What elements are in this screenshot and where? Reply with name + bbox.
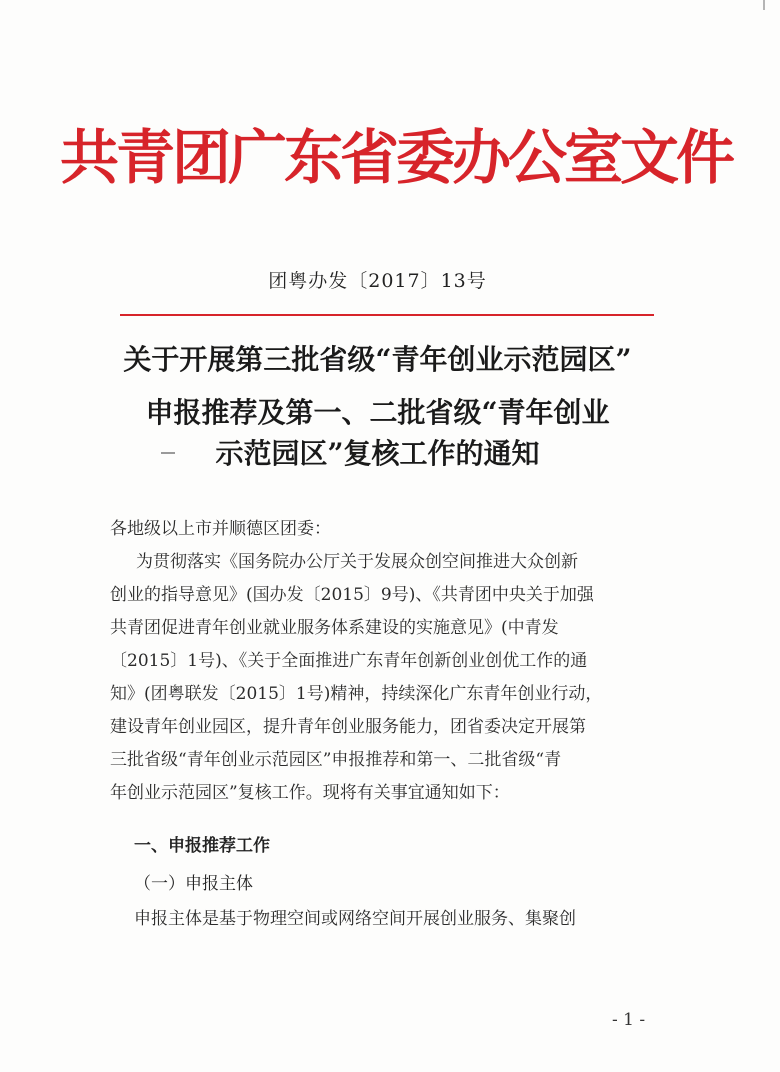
notice-title-line-3: 示范园区”复核工作的通知 (215, 437, 540, 470)
salutation: 各地级以上市并顺德区团委： (110, 519, 331, 539)
red-divider-rule (120, 314, 654, 316)
scan-speck (161, 452, 175, 454)
sub-heading: （一）申报主体 (134, 874, 253, 894)
masthead-title: 共青团广东省委办公室文件 (60, 123, 733, 192)
body-continuation-line: 申报主体是基于物理空间或网络空间开展创业服务、集聚创 (134, 909, 576, 929)
notice-title-line-1: 关于开展第三批省级“青年创业示范园区” (123, 343, 632, 376)
paragraph-line: 建设青年创业园区，提升青年创业服务能力，团省委决定开展第 (110, 717, 586, 737)
scan-edge-mark (763, 0, 765, 10)
paragraph-line: 年创业示范园区”复核工作。现将有关事宜通知如下： (110, 783, 510, 803)
page-number: - 1 - (612, 1010, 646, 1030)
paragraph-line: 创业的指导意见》(国办发〔2015〕9号)、《共青团中央关于加强 (110, 585, 594, 605)
paragraph-line: 〔2015〕1号)、《关于全面推进广东青年创新创业创优工作的通 (110, 651, 588, 671)
section-heading: 一、申报推荐工作 (134, 836, 270, 856)
paragraph-line: 三批省级“青年创业示范园区”申报推荐和第一、二批省级“青 (110, 750, 562, 770)
paragraph-line: 知》(团粤联发〔2015〕1号)精神，持续深化广东青年创业行动， (110, 684, 603, 704)
notice-title-line-2: 申报推荐及第一、二批省级“青年创业 (145, 396, 610, 429)
paragraph-line: 为贯彻落实《国务院办公厅关于发展众创空间推进大众创新 (136, 552, 578, 572)
body-paragraph (110, 546, 670, 810)
document-number: 团粤办发〔2017〕13号 (268, 270, 487, 292)
paragraph-line: 共青团促进青年创业就业服务体系建设的实施意见》(中青发 (110, 618, 559, 638)
